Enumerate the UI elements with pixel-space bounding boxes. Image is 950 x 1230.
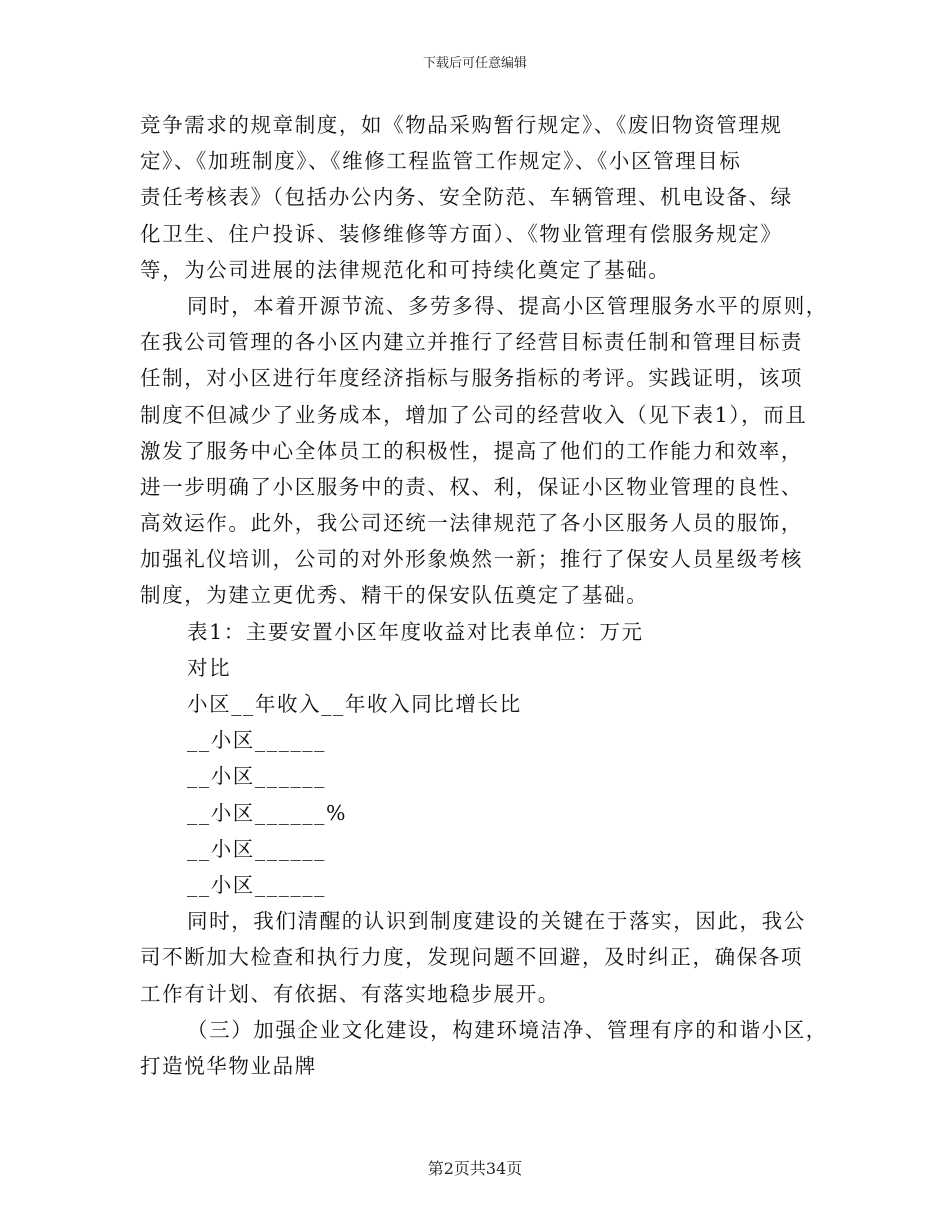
paragraph-line: 等，为公司进展的法律规范化和可持续化奠定了基础。	[140, 257, 671, 282]
table-line: 对比	[187, 655, 232, 680]
page-number: 第2页共34页	[427, 1159, 523, 1178]
document-body	[140, 107, 828, 1084]
paragraph-line: 同时，本着开源节流、多劳多得、提高小区管理服务水平的原则，	[187, 293, 828, 318]
section-heading: 打造悦华物业品牌	[140, 1053, 317, 1078]
paragraph-line: 同时，我们清醒的认识到制度建设的关键在于落实，因此，我公	[187, 909, 806, 934]
paragraph-line: 在我公司管理的各小区内建立并推行了经营目标责任制和管理目标责	[140, 330, 803, 355]
paragraph-line: 激发了服务中心全体员工的积极性，提高了他们的工作能力和效率，	[140, 438, 803, 463]
paragraph-line: 责任考核表》（包括办公内务、安全防范、车辆管理、机电设备、绿	[140, 185, 793, 210]
table-row: __小区______	[187, 728, 326, 753]
paragraph-line: 制度不但减少了业务成本，增加了公司的经营收入（见下表1），而且	[140, 402, 808, 427]
paragraph-line: 司不断加大检查和执行力度，发现问题不回避，及时纠正，确保各项	[140, 945, 803, 970]
table-row: __小区______	[187, 872, 326, 897]
paragraph-line: 定》、《加班制度》、《维修工程监管工作规定》、《小区管理目标	[140, 149, 742, 174]
table-caption: 表1：主要安置小区年度收益对比表单位：万元	[187, 619, 644, 644]
paragraph-line: 制度，为建立更优秀、精干的保安队伍奠定了基础。	[140, 583, 649, 608]
paragraph-line: 进一步明确了小区服务中的责、权、利，保证小区物业管理的良性、	[140, 474, 803, 499]
paragraph-line: 化卫生、住户投诉、装修维修等方面）、《物业管理有偿服务规定》	[140, 221, 783, 246]
table-row: __小区______	[187, 764, 326, 789]
paragraph-line: 任制，对小区进行年度经济指标与服务指标的考评。实践证明，该项	[140, 366, 803, 391]
paragraph-line: 工作有计划、有依据、有落实地稳步展开。	[140, 981, 560, 1006]
page-header: 下载后可任意编辑	[422, 56, 527, 71]
paragraph-line: 高效运作。此外，我公司还统一法律规范了各小区服务人员的服饰，	[140, 511, 803, 536]
paragraph-line: 竞争需求的规章制度，如《物品采购暂行规定》、《废旧物资管理规	[140, 113, 783, 137]
paragraph-line: 加强礼仪培训，公司的对外形象焕然一新；推行了保安人员星级考核	[140, 547, 803, 572]
table-row: __小区______	[187, 836, 326, 861]
section-heading: （三）加强企业文化建设，构建环境洁净、管理有序的和谐小区，	[187, 1017, 828, 1042]
table-row: __小区______%	[187, 800, 348, 825]
table-header: 小区__年收入__年收入同比增长比	[187, 692, 522, 716]
